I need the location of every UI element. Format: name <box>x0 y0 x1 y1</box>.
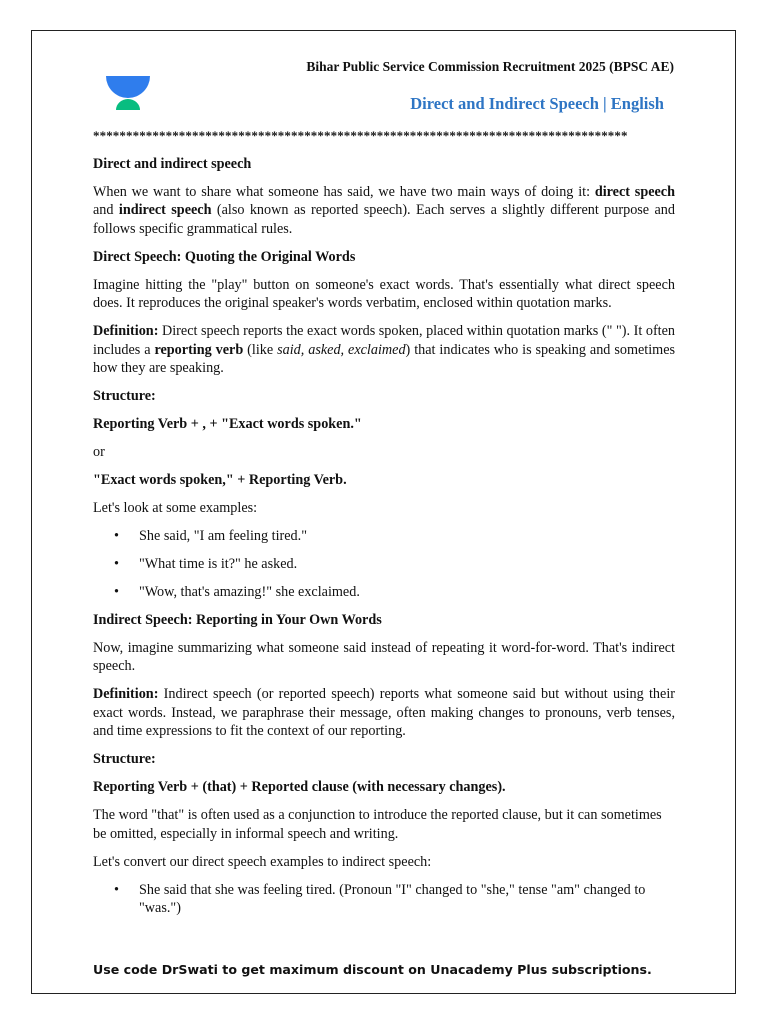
examples-intro: Let's look at some examples: <box>93 500 258 517</box>
intro-text: and <box>93 202 119 219</box>
intro-term-direct: direct speech <box>594 184 675 200</box>
direct-definition <box>93 322 675 377</box>
intro-paragraph <box>93 183 675 238</box>
indirect-structure-1: Reporting Verb + (that) + Reported clause (with necessary changes). <box>93 779 506 796</box>
unacademy-logo-icon <box>106 74 150 112</box>
separator-line: ********************************************************************************* <box>93 128 628 143</box>
indirect-structure-label: Structure: <box>93 751 156 768</box>
direct-structure-1: Reporting Verb + , + "Exact words spoken." <box>93 416 362 433</box>
section-title: Direct and indirect speech <box>93 156 252 172</box>
intro-term-indirect: indirect speech <box>118 202 212 219</box>
definition-text: (like <box>243 341 278 358</box>
definition-text: Indirect speech (or reported speech) reports what someone said but without using their exact words. Instead, we paraphrase their message, often making changes to pronouns, verb tenses, and time expressions to fit the context of our reporting. <box>93 686 675 740</box>
indirect-definition <box>93 685 675 740</box>
convert-intro: Let's convert our direct speech examples to indirect speech: <box>93 853 432 870</box>
list-item: • "Wow, that's amazing!" she exclaimed. <box>93 583 675 601</box>
document-body <box>93 155 675 927</box>
definition-examples: said, asked, exclaimed <box>277 341 406 358</box>
definition-term: reporting verb <box>154 341 244 358</box>
definition-text: ) that indicates who is speaking and sometimes how they are speaking. <box>93 341 676 377</box>
direct-structure-label: Structure: <box>93 388 156 405</box>
intro-text: When we want to share what someone has said, we have two main ways of doing it: <box>93 184 595 200</box>
list-item: • "What time is it?" he asked. <box>93 555 675 573</box>
conjunction-note: The word "that" is often used as a conjunction to introduce the reported clause, but it can sometimes be omitted, especially in informal speech and writing. <box>93 807 662 842</box>
or-text: or <box>93 444 105 461</box>
direct-examples-list <box>93 527 675 601</box>
definition-label: Definition: <box>93 686 159 703</box>
promo-footer: Use code DrSwati to get maximum discount on Unacademy Plus subscriptions. <box>93 962 652 977</box>
topic-title: Direct and Indirect Speech | English <box>410 94 664 113</box>
list-item: • She said that she was feeling tired. (Pronoun "I" changed to "she," tense "am" changed to "was.") <box>93 881 675 918</box>
intro-text: (also known as reported speech). Each serves a slightly different purpose and follows specific grammatical rules. <box>93 202 675 237</box>
exam-title: Bihar Public Service Commission Recruitment 2025 (BPSC AE) <box>306 59 674 74</box>
direct-structure-2: "Exact words spoken," + Reporting Verb. <box>93 472 347 489</box>
direct-speech-heading: Direct Speech: Quoting the Original Words <box>93 248 356 265</box>
direct-speech-paragraph: Imagine hitting the "play" button on someone's exact words. That's essentially what direct speech does. It reproduces the original speaker's words verbatim, enclosed within quotation marks. <box>93 276 675 312</box>
definition-label: Definition: <box>93 323 159 340</box>
list-item: • She said, "I am feeling tired." <box>93 527 675 545</box>
indirect-speech-heading: Indirect Speech: Reporting in Your Own Words <box>93 612 382 629</box>
definition-text: Direct speech reports the exact words spoken, placed within quotation marks (" "). It often includes a <box>93 323 675 358</box>
indirect-examples-list <box>93 881 675 918</box>
indirect-speech-paragraph: Now, imagine summarizing what someone said instead of repeating it word-for-word. That's indirect speech. <box>93 640 675 675</box>
